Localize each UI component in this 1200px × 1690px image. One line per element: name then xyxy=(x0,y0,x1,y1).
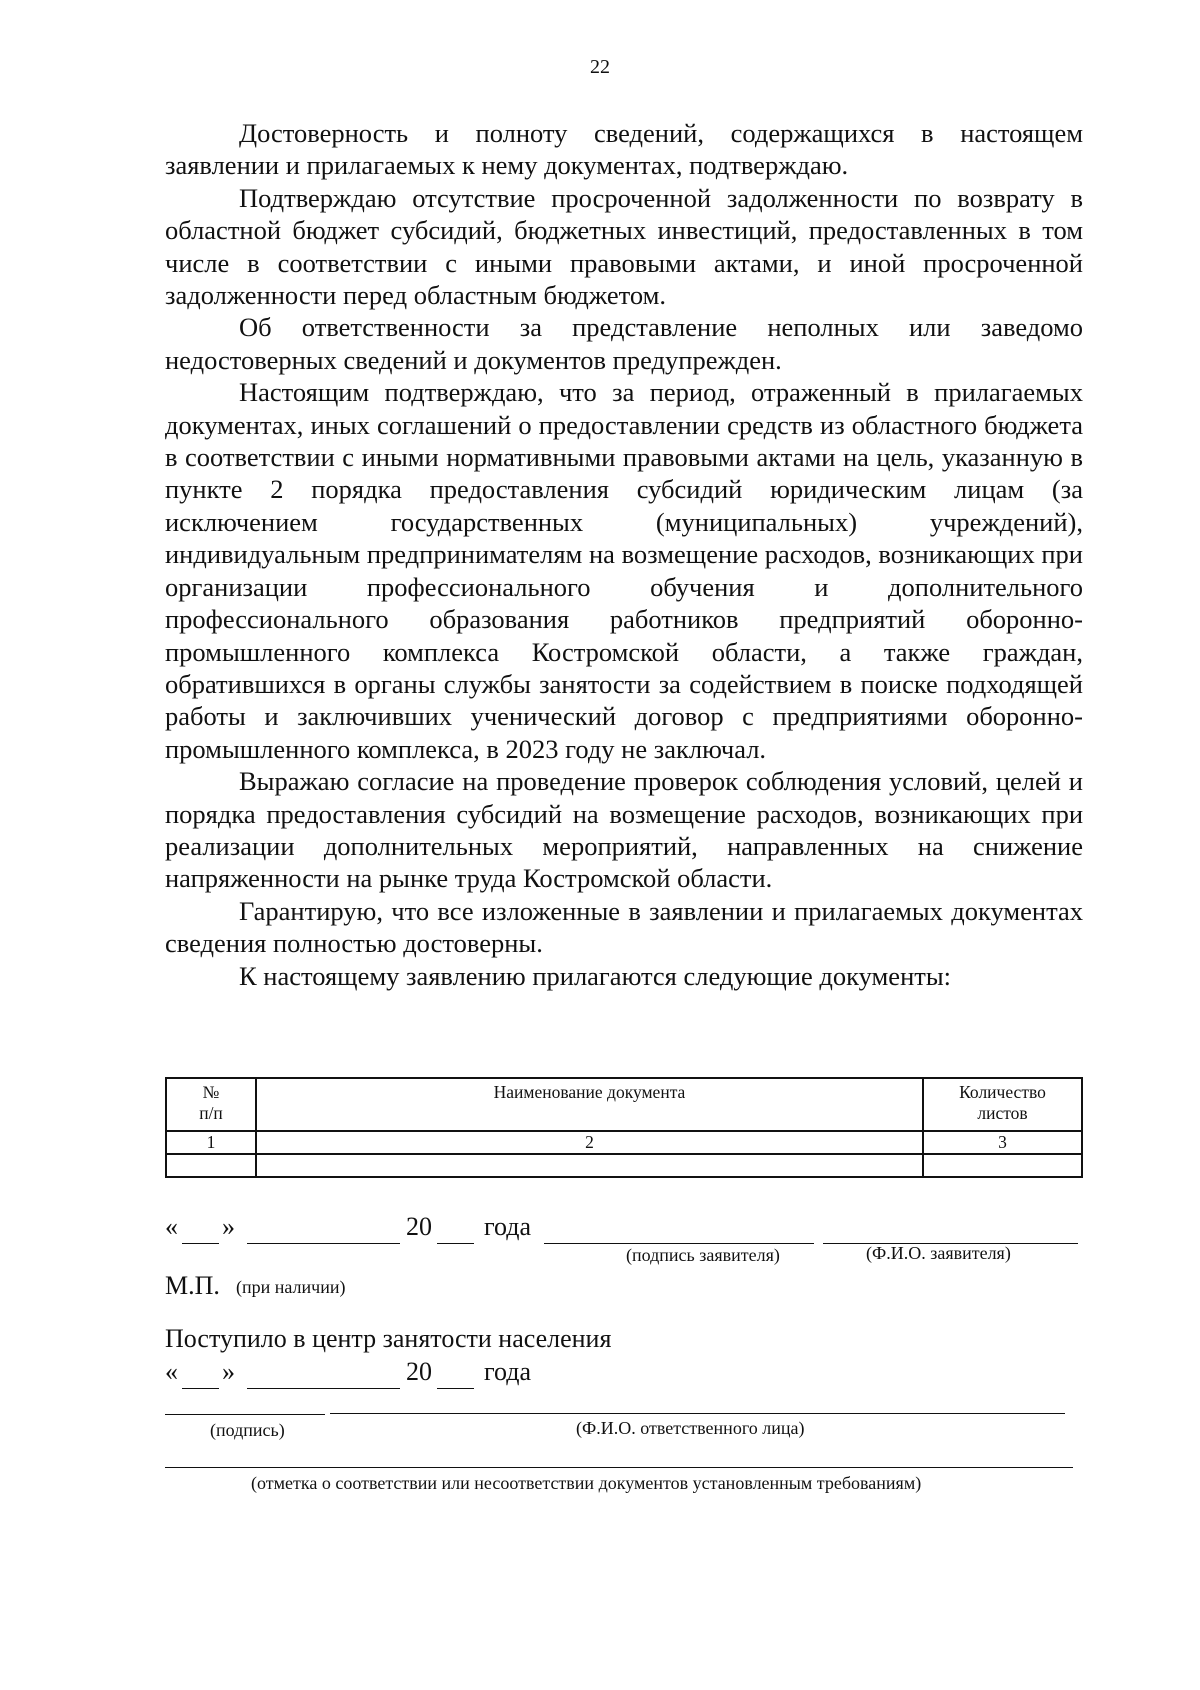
responsible-name-line[interactable] xyxy=(330,1413,1065,1414)
attachments-table xyxy=(165,1077,1083,1178)
year-blank[interactable] xyxy=(437,1243,474,1244)
page-number: 22 xyxy=(590,56,610,78)
compliance-mark-line[interactable] xyxy=(165,1467,1073,1468)
receipt-date-open-quote: « xyxy=(165,1357,178,1386)
stamp-note: (при наличии) xyxy=(236,1277,346,1297)
receipt-year-prefix: 20 xyxy=(406,1357,432,1386)
receipt-year-word: года xyxy=(484,1357,532,1386)
receipt-title: Поступило в центр занятости населения xyxy=(165,1324,612,1353)
receipt-signature-caption: (подпись) xyxy=(210,1420,285,1440)
year-word: года xyxy=(484,1212,532,1241)
compliance-caption: (отметка о соответствии или несоответствии документов установленным требованиям) xyxy=(251,1473,922,1493)
month-blank[interactable] xyxy=(247,1243,400,1244)
applicant-name-caption: (Ф.И.О. заявителя) xyxy=(866,1243,1011,1263)
paragraph-attachments-intro: К настоящему заявлению прилагаются следующие документы: xyxy=(239,960,951,991)
table-row xyxy=(166,1154,1082,1177)
paragraph-no-agreements: Настоящим подтверждаю, что за период, отраженный в прилагаемых документах, иных соглашений о предоставлении средств из областного бюджета в соответствии с иными нормативными правовыми актами на цель, указанную в пункте 2 порядка предоставления субсидий юридическим лицам (за исключением государственных (муниципальных) учреждений), индивидуальным предпринимателям на возмещение расходов, возникающих при организации профессионального обучения и дополнительного профессионального образования работников предприятий оборонно-промышленного комплекса Костромской области, а также граждан, обратившихся в органы службы занятости за содействием в поиске подходящей работы и заключивших ученический договор с предприятиями оборонно-промышленного комплекса, в 2023 году не заключал. xyxy=(165,377,1083,764)
paragraph-consent: Выражаю согласие на проведение проверок соблюдения условий, целей и порядка предоставления субсидий на возмещение расходов, возникающих при реализации дополнительных мероприятий, направленных на снижение напряженности на рынке труда Костромской области. xyxy=(165,766,1083,894)
table-cell[interactable] xyxy=(166,1154,256,1177)
column-number-3: 3 xyxy=(923,1131,1082,1154)
receipt-date-close-quote: » xyxy=(222,1357,235,1386)
receipt-year-blank[interactable] xyxy=(437,1388,474,1389)
receipt-day-blank[interactable] xyxy=(182,1388,219,1389)
header-sheet-count: Количество листов xyxy=(923,1078,1082,1131)
paragraph-responsibility: Об ответственности за представление неполных или заведомо недостоверных сведений и документов предупрежден. xyxy=(165,312,1083,375)
applicant-signature-line[interactable] xyxy=(544,1243,814,1244)
table-cell[interactable] xyxy=(923,1154,1082,1177)
table-cell[interactable] xyxy=(256,1154,923,1177)
table-column-numbering-row xyxy=(166,1131,1082,1154)
statement-text xyxy=(165,117,1083,992)
paragraph-guarantee: Гарантирую, что все изложенные в заявлении и прилагаемых документах сведения полностью достоверны. xyxy=(165,895,1083,959)
receipt-signature-line[interactable] xyxy=(165,1414,325,1415)
paragraph-accuracy: Достоверность и полноту сведений, содержащихся в настоящем заявлении и прилагаемых к нему документах, подтверждаю. xyxy=(165,118,1083,181)
date-open-quote: « xyxy=(165,1212,178,1241)
year-prefix: 20 xyxy=(406,1212,432,1241)
column-number-1: 1 xyxy=(166,1131,256,1154)
column-number-2: 2 xyxy=(256,1131,923,1154)
responsible-name-caption: (Ф.И.О. ответственного лица) xyxy=(576,1418,805,1438)
date-close-quote: » xyxy=(222,1212,235,1241)
paragraph-no-debt: Подтверждаю отсутствие просроченной задолженности по возврату в областной бюджет субсидий, бюджетных инвестиций, предоставленных в том числе в соответствии с иными правовыми актами, и иной просроченной задолженности перед областным бюджетом. xyxy=(165,182,1083,311)
receipt-month-blank[interactable] xyxy=(247,1388,400,1389)
header-document-name: Наименование документа xyxy=(256,1078,923,1131)
stamp-label: М.П. xyxy=(165,1271,220,1300)
table-header-row xyxy=(166,1078,1082,1131)
applicant-signature-caption: (подпись заявителя) xyxy=(626,1245,780,1265)
header-number: № п/п xyxy=(166,1078,256,1131)
day-blank[interactable] xyxy=(182,1243,219,1244)
